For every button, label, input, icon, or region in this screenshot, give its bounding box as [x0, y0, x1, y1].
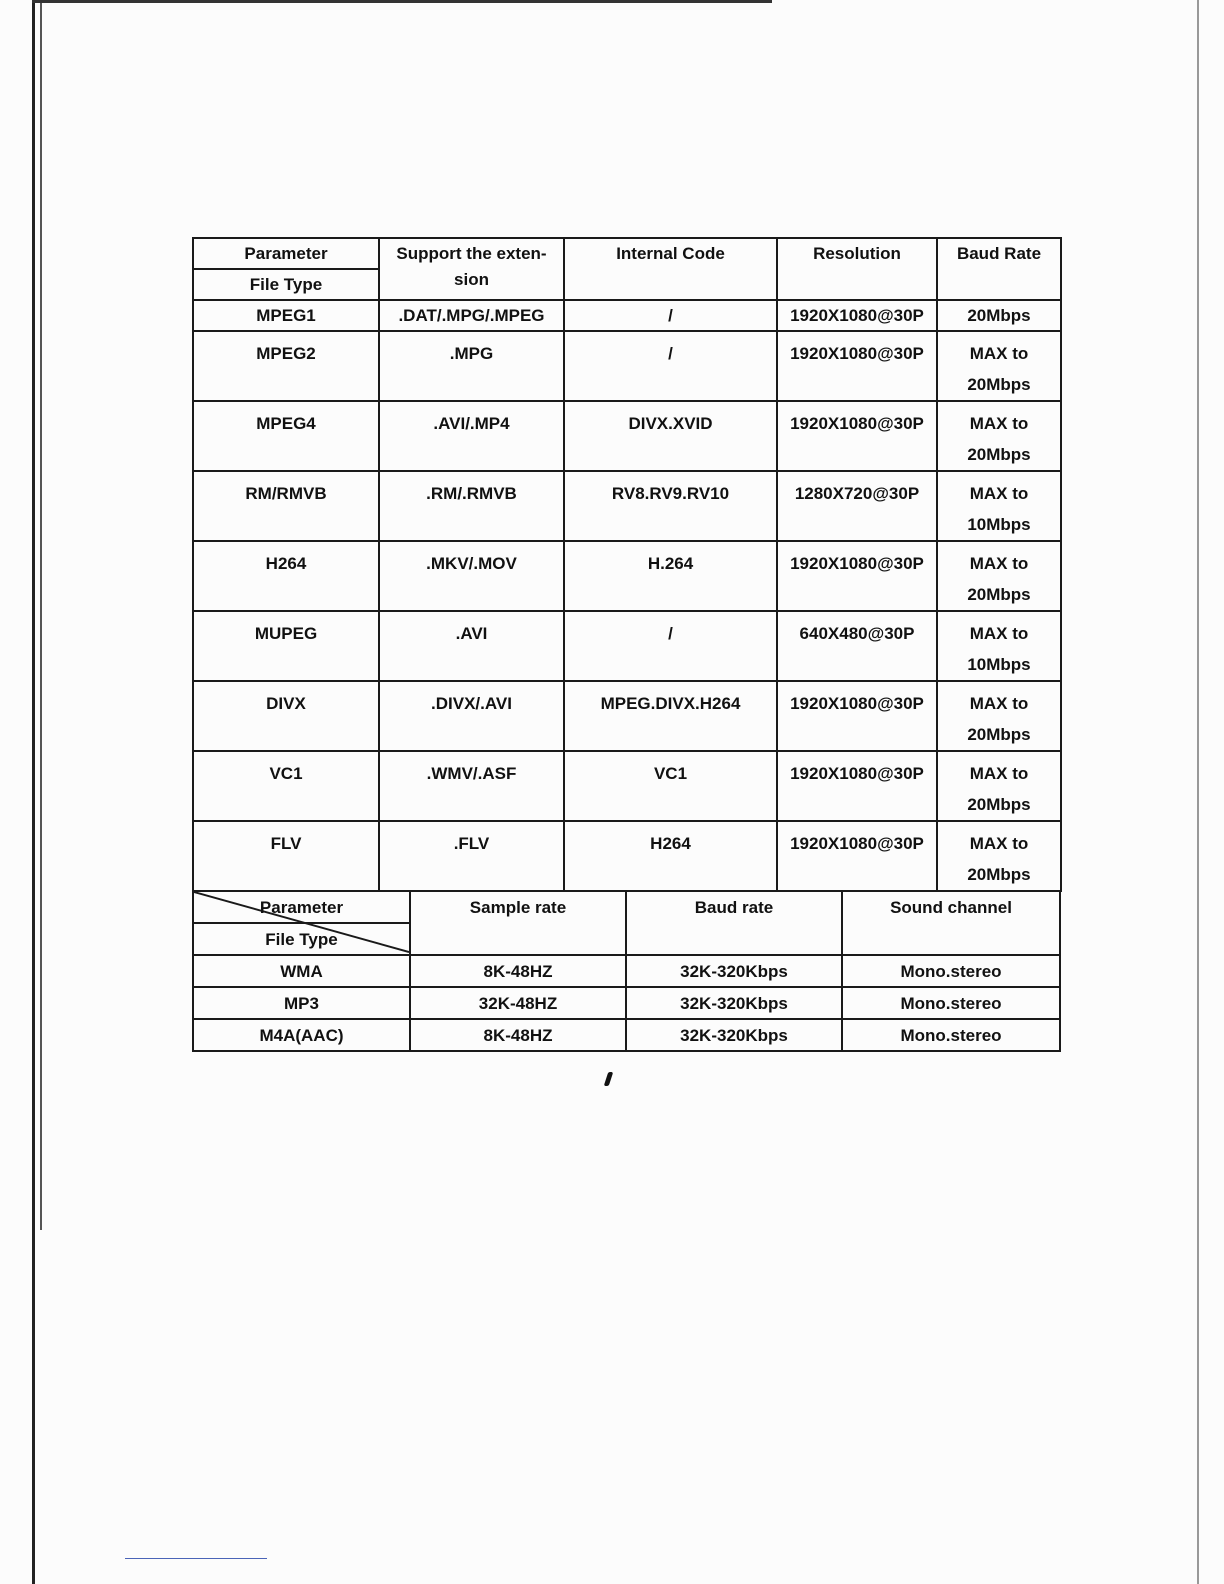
cell-file-type: M4A(AAC): [193, 1019, 410, 1051]
header-file-type: File Type: [265, 930, 338, 949]
cell-internal-code: H.264: [564, 541, 777, 611]
cell-internal-code: /: [564, 611, 777, 681]
table-row: [193, 987, 1060, 1019]
header-diagonal-cell: [193, 891, 410, 955]
cell-baud-rate: MAX to 20Mbps: [937, 751, 1061, 821]
cell-extension: .AVI/.MP4: [379, 401, 564, 471]
cell-file-type: FLV: [193, 821, 379, 891]
cell-extension: .FLV: [379, 821, 564, 891]
cell-resolution: 1920X1080@30P: [777, 751, 937, 821]
cell-extension: .WMV/.ASF: [379, 751, 564, 821]
scan-edge-left-inner: [40, 0, 42, 1230]
header-file-type: File Type: [193, 269, 379, 300]
cell-resolution: 1920X1080@30P: [777, 331, 937, 401]
cell-extension: .DIVX/.AVI: [379, 681, 564, 751]
cell-file-type: WMA: [193, 955, 410, 987]
cell-internal-code: H264: [564, 821, 777, 891]
cell-resolution: 1920X1080@30P: [777, 300, 937, 331]
cell-extension: .MKV/.MOV: [379, 541, 564, 611]
header-parameter: Parameter: [259, 898, 344, 917]
cell-resolution: 1920X1080@30P: [777, 681, 937, 751]
cell-baud-rate: 20Mbps: [937, 300, 1061, 331]
scan-edge-left: [32, 0, 35, 1584]
footer-rule: [125, 1558, 267, 1559]
cell-sample-rate: 8K-48HZ: [410, 1019, 626, 1051]
cell-file-type: MPEG2: [193, 331, 379, 401]
cell-baud-rate: 32K-320Kbps: [626, 1019, 842, 1051]
cell-sound-channel: Mono.stereo: [842, 955, 1060, 987]
cell-extension: .RM/.RMVB: [379, 471, 564, 541]
cell-baud-rate: MAX to 20Mbps: [937, 401, 1061, 471]
header-extension: Support the exten- sion: [379, 238, 564, 300]
table-row: [193, 821, 1061, 891]
table-row: [193, 681, 1061, 751]
cell-baud-rate: 32K-320Kbps: [626, 987, 842, 1019]
table-row: [193, 1019, 1060, 1051]
cell-file-type: MP3: [193, 987, 410, 1019]
cell-file-type: MPEG1: [193, 300, 379, 331]
cell-baud-rate: MAX to 20Mbps: [937, 821, 1061, 891]
cell-file-type: MPEG4: [193, 401, 379, 471]
cell-file-type: H264: [193, 541, 379, 611]
header-parameter: Parameter: [193, 238, 379, 269]
cell-baud-rate: MAX to 10Mbps: [937, 471, 1061, 541]
header-baud-rate: Baud Rate: [937, 238, 1061, 300]
cell-extension: .DAT/.MPG/.MPEG: [379, 300, 564, 331]
header-sample-rate: Sample rate: [410, 891, 626, 955]
cell-file-type: DIVX: [193, 681, 379, 751]
cell-file-type: RM/RMVB: [193, 471, 379, 541]
cell-baud-rate: MAX to 20Mbps: [937, 541, 1061, 611]
cell-internal-code: /: [564, 331, 777, 401]
audio-format-table: [192, 890, 1061, 1052]
cell-extension: .MPG: [379, 331, 564, 401]
header-sound-channel: Sound channel: [842, 891, 1060, 955]
cell-baud-rate: MAX to 20Mbps: [937, 331, 1061, 401]
cell-sample-rate: 32K-48HZ: [410, 987, 626, 1019]
scan-edge-right: [1197, 0, 1199, 1584]
cell-baud-rate: 32K-320Kbps: [626, 955, 842, 987]
cell-resolution: 1280X720@30P: [777, 471, 937, 541]
cell-internal-code: MPEG.DIVX.H264: [564, 681, 777, 751]
table-row: [193, 471, 1061, 541]
cell-file-type: MUPEG: [193, 611, 379, 681]
cell-baud-rate: MAX to 10Mbps: [937, 611, 1061, 681]
cell-sound-channel: Mono.stereo: [842, 987, 1060, 1019]
header-resolution: Resolution: [777, 238, 937, 300]
table-row: [193, 331, 1061, 401]
cell-internal-code: VC1: [564, 751, 777, 821]
cell-file-type: VC1: [193, 751, 379, 821]
table-row: [193, 751, 1061, 821]
table-row: [193, 541, 1061, 611]
cell-sample-rate: 8K-48HZ: [410, 955, 626, 987]
table-row: [193, 300, 1061, 331]
table-row: [193, 401, 1061, 471]
cell-baud-rate: MAX to 20Mbps: [937, 681, 1061, 751]
header-baud-rate: Baud rate: [626, 891, 842, 955]
table-header-row: [193, 238, 1061, 269]
cell-internal-code: DIVX.XVID: [564, 401, 777, 471]
cell-internal-code: RV8.RV9.RV10: [564, 471, 777, 541]
cell-internal-code: /: [564, 300, 777, 331]
cell-resolution: 1920X1080@30P: [777, 821, 937, 891]
table-row: [193, 611, 1061, 681]
cell-resolution: 640X480@30P: [777, 611, 937, 681]
ink-mark: [604, 1072, 614, 1086]
cell-sound-channel: Mono.stereo: [842, 1019, 1060, 1051]
cell-resolution: 1920X1080@30P: [777, 401, 937, 471]
header-internal-code: Internal Code: [564, 238, 777, 300]
video-format-table: [192, 237, 1062, 892]
scan-edge-top: [32, 0, 772, 3]
table-row: [193, 955, 1060, 987]
cell-resolution: 1920X1080@30P: [777, 541, 937, 611]
cell-extension: .AVI: [379, 611, 564, 681]
